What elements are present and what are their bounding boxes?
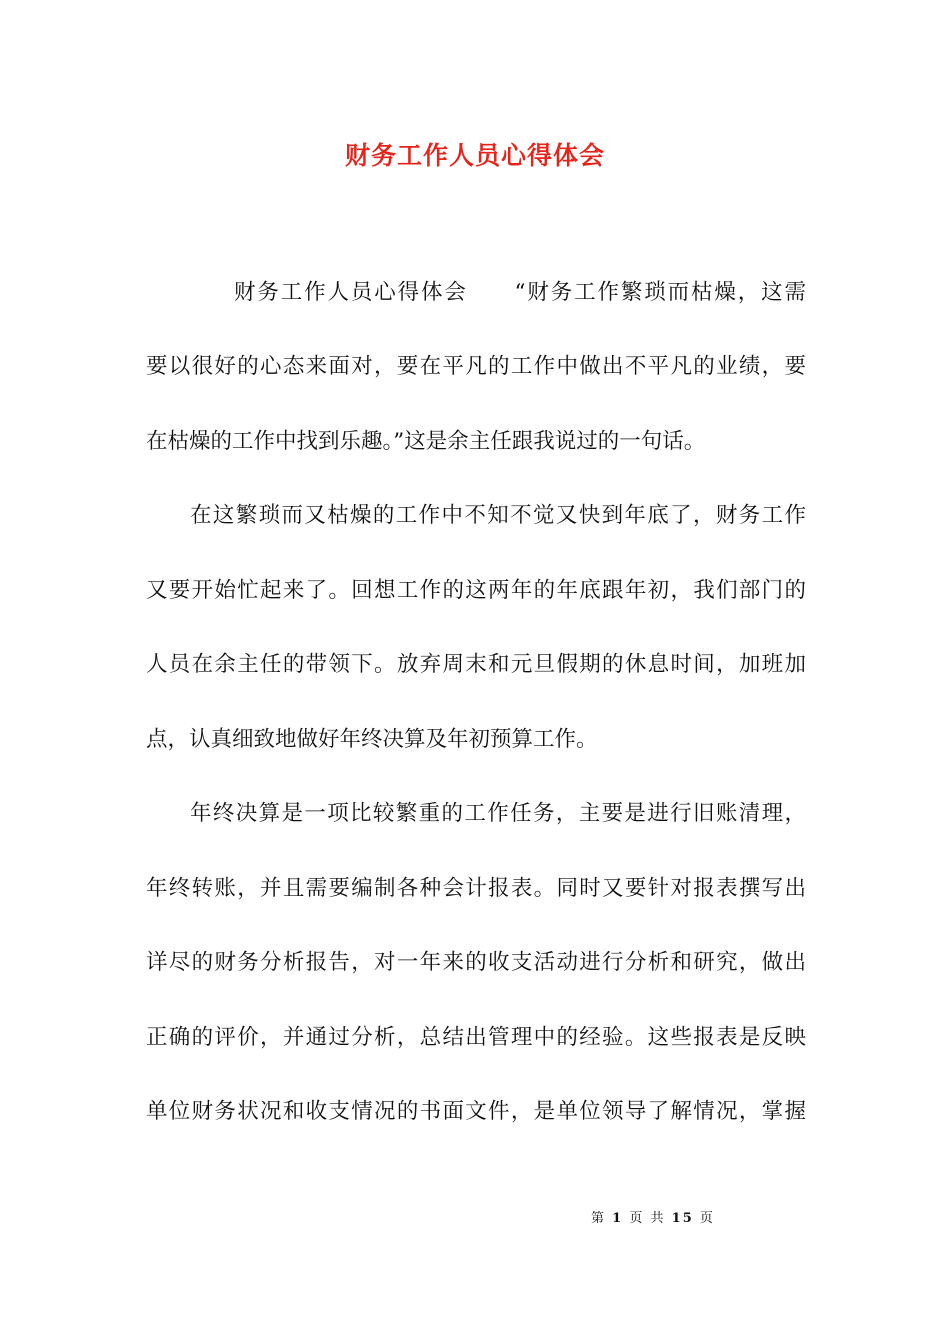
page-number-footer bbox=[591, 1207, 715, 1226]
footer-page-label: 页 bbox=[629, 1211, 645, 1226]
paragraph-line: 年终决算是一项比较繁重的工作任务，主要是进行旧账清理， bbox=[190, 801, 806, 826]
paragraph-line: 在枯燥的工作中找到乐趣。”这是余主任跟我说过的一句话。 bbox=[146, 429, 706, 454]
document-title: 财务工作人员心得体会 bbox=[344, 141, 605, 170]
paragraph-line: 在这繁琐而又枯燥的工作中不知不觉又快到年底了，财务工作 bbox=[190, 503, 806, 528]
paragraph-line: 要以很好的心态来面对，要在平凡的工作中做出不平凡的业绩，要 bbox=[146, 354, 806, 379]
paragraph-line: 年终转账，并且需要编制各种会计报表。同时又要针对报表撰写出 bbox=[146, 876, 806, 901]
paragraph-line: 正确的评价，并通过分析，总结出管理中的经验。这些报表是反映 bbox=[146, 1025, 806, 1050]
current-page-number: 1 bbox=[612, 1211, 624, 1226]
footer-prefix: 第 bbox=[591, 1211, 607, 1226]
paragraph-line: 又要开始忙起来了。回想工作的这两年的年底跟年初，我们部门的 bbox=[146, 578, 806, 603]
paragraph-line: 人员在余主任的带领下。放弃周末和元旦假期的休息时间，加班加 bbox=[146, 652, 806, 677]
paragraph-line: 财务工作人员心得体会 “财务工作繁琐而枯燥，这需 bbox=[234, 280, 806, 305]
paragraph-line: 单位财务状况和收支情况的书面文件，是单位领导了解情况，掌握 bbox=[146, 1099, 806, 1124]
total-page-count: 15 bbox=[671, 1211, 694, 1226]
footer-suffix: 页 bbox=[699, 1211, 715, 1226]
paragraph-line: 点，认真细致地做好年终决算及年初预算工作。 bbox=[146, 727, 598, 752]
paragraph-line: 详尽的财务分析报告，对一年来的收支活动进行分析和研究，做出 bbox=[146, 950, 806, 975]
footer-total-label: 共 bbox=[650, 1211, 666, 1226]
